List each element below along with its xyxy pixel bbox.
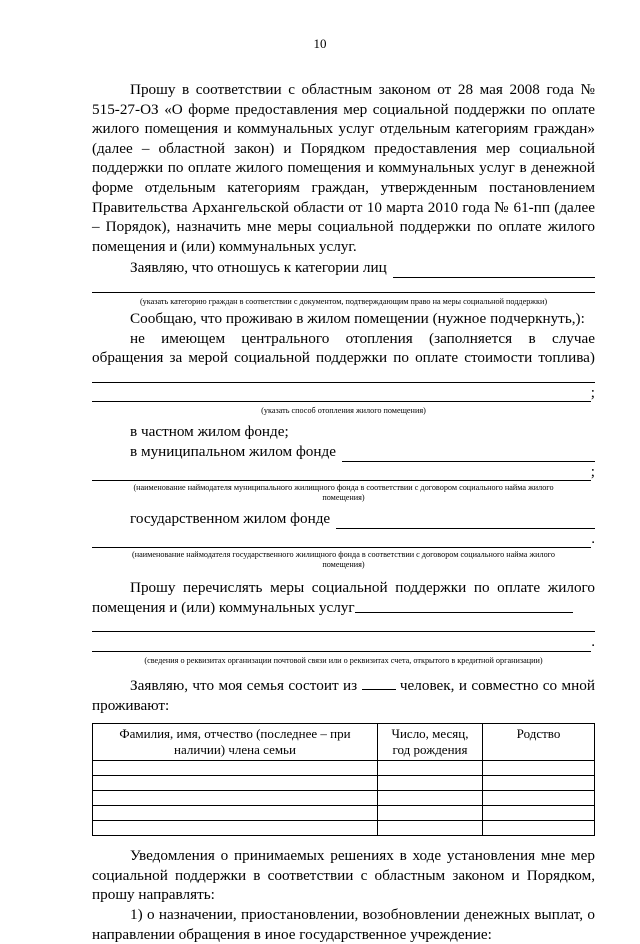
table-cell[interactable] — [378, 821, 483, 836]
municipal-blank[interactable] — [342, 447, 595, 462]
state-row — [92, 509, 595, 529]
heating-blank-row: ; — [92, 383, 595, 403]
notify-paragraph: Уведомления о принимаемых решениях в ходе установления мне мер социальной поддержки в соответствии с областным законом и Порядком, прошу направлять: — [92, 847, 595, 904]
transfer-blank-line-2[interactable] — [92, 617, 595, 632]
table-row — [93, 776, 595, 791]
heating-blank-line-1[interactable] — [92, 368, 595, 383]
table-cell[interactable] — [93, 806, 378, 821]
category-row — [92, 258, 595, 278]
family-table — [92, 723, 595, 836]
table-cell[interactable] — [378, 761, 483, 776]
family-table-header — [93, 724, 595, 761]
family-lives-label: проживают: — [92, 696, 170, 714]
table-cell[interactable] — [93, 791, 378, 806]
municipal-fund-option[interactable]: в муниципальном жилом фонде — [130, 442, 336, 460]
table-cell[interactable] — [93, 821, 378, 836]
family-size-line — [92, 676, 595, 696]
intro-paragraph: Прошу в соответствии с областным законом от 28 мая 2008 года № 515-27-ОЗ «О форме предоставления мер социальной поддержки по оплате жилого помещения и коммунальных услуг отдельным категориям граждан» (далее – областной закон) и Порядком предоставления мер социальной поддержки по оплате жилого помещения и коммунальных услуг в денежной форме отдельным категориям граждан, утвержденным постановлением Правительства Архангельской области от 10 марта 2010 года № 61-пп (далее – Порядок), назначить мне меры социальной поддержки по оплате жилого помещения и (или) коммунальных услуг. — [92, 81, 595, 255]
family-count-blank[interactable] — [362, 677, 396, 690]
state-note: (наименование наймодателя государственного жилищного фонда в соответствии с договором социального найма жилого помещения) — [132, 550, 555, 570]
table-cell[interactable] — [378, 806, 483, 821]
category-blank-line-2[interactable] — [92, 278, 595, 293]
page-number: 10 — [313, 36, 327, 51]
state-blank[interactable] — [336, 514, 595, 529]
table-cell[interactable] — [93, 761, 378, 776]
table-cell[interactable] — [483, 791, 595, 806]
table-cell[interactable] — [483, 821, 595, 836]
transfer-blank-row: . — [92, 632, 595, 652]
family-post-a: человек, и совместно со мной — [399, 677, 595, 695]
heating-note: (указать способ отопления жилого помещения) — [261, 406, 426, 416]
transfer-note: (сведения о реквизитах организации почтовой связи или о реквизитах счета, открытого в кредитной организации) — [144, 656, 543, 666]
heating-blank-line-2[interactable] — [92, 387, 591, 402]
table-row — [93, 761, 595, 776]
table-cell[interactable] — [483, 806, 595, 821]
category-label: Заявляю, что отношусь к категории лиц — [130, 259, 387, 277]
family-pre: Заявляю, что моя семья состоит из — [130, 677, 358, 695]
table-cell[interactable] — [378, 776, 483, 791]
municipal-blank-row: ; — [92, 462, 595, 482]
table-row — [93, 791, 595, 806]
no-heating-option[interactable]: не имеющем центрального отопления (заполняется в случае обращения за мерой социальной поддержки по оплате стоимости топлива) — [92, 329, 595, 367]
transfer-blank-line-3[interactable] — [92, 637, 591, 652]
header-full-name: Фамилия, имя, отчество (последнее – при наличии) члена семьи — [93, 724, 378, 761]
table-cell[interactable] — [93, 776, 378, 791]
item-1: 1) о назначении, приостановлении, возобновлении денежных выплат, о направлении обращения в иное государственное учреждение: — [92, 906, 595, 943]
table-row — [93, 806, 595, 821]
category-blank[interactable] — [393, 263, 595, 278]
table-cell[interactable] — [483, 761, 595, 776]
municipal-row — [92, 442, 595, 462]
table-cell[interactable] — [378, 791, 483, 806]
category-note: (указать категорию граждан в соответствии с документом, подтверждающим право на меры социальной поддержки) — [139, 296, 548, 306]
table-cell[interactable] — [483, 776, 595, 791]
transfer-block — [92, 578, 595, 617]
municipal-note: (наименование наймодателя муниципального жилищного фонда в соответствии с договором социального найма жилого помещения) — [133, 483, 554, 503]
application-body — [92, 80, 595, 944]
residence-label: Сообщаю, что проживаю в жилом помещении (нужное подчеркнуть,): — [130, 309, 585, 327]
header-birth-date: Число, месяц, год рождения — [378, 724, 483, 761]
municipal-blank-line-2[interactable] — [92, 466, 591, 481]
state-blank-row: . — [92, 529, 595, 549]
state-blank-line-2[interactable] — [92, 533, 591, 548]
table-row — [93, 821, 595, 836]
transfer-blank[interactable] — [355, 600, 573, 613]
header-relation: Родство — [483, 724, 595, 761]
private-fund-option[interactable]: в частном жилом фонде; — [130, 423, 289, 441]
state-fund-option[interactable]: государственном жилом фонде — [130, 510, 331, 528]
transfer-label: Прошу перечислять меры социальной поддержки по оплате жилого помещения и (или) коммунальных услуг — [92, 579, 595, 616]
